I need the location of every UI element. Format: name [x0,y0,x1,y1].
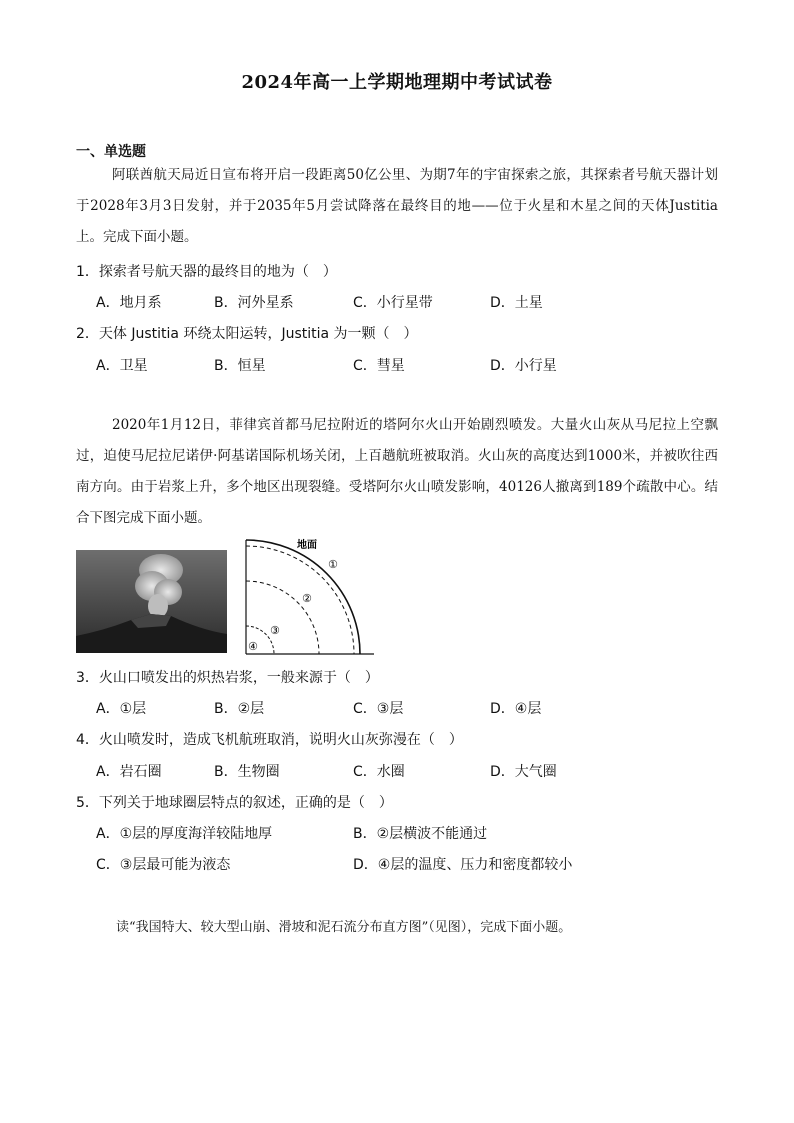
q2-option-c[interactable]: C．彗星 [353,358,405,374]
question-2-stem: 2．天体 Justitia 环绕太阳运转，Justitia 为一颗（ ） [76,326,418,342]
earth-layers-diagram [244,537,376,655]
q3-option-b[interactable]: B．②层 [214,701,265,717]
page-title: 2024年高一上学期地理期中考试试卷 [241,72,553,93]
volcano-photo [76,550,227,653]
q5-option-b[interactable]: B．②层横波不能通过 [353,826,488,842]
layer-1-label: ① [328,558,338,571]
q4-option-b[interactable]: B．生物圈 [214,764,280,780]
layer-4-label: ④ [248,640,258,653]
q2-option-a[interactable]: A．卫星 [96,358,148,374]
q2-option-b[interactable]: B．恒星 [214,358,266,374]
next-section-instruction: 读“我国特大、较大型山崩、滑坡和泥石流分布直方图”（见图），完成下面小题。 [116,920,572,935]
q3-option-a[interactable]: A．①层 [96,701,147,717]
question-1-stem: 1．探索者号航天器的最终目的地为（ ） [76,264,337,280]
layer-2-label: ② [302,592,312,605]
question-5-stem: 5．下列关于地球圈层特点的叙述，正确的是（ ） [76,795,393,811]
layer-3-label: ③ [270,624,280,637]
surface-label: 地面 [297,540,317,551]
q4-option-d[interactable]: D．大气圈 [490,764,557,780]
q2-option-d[interactable]: D．小行星 [490,358,557,374]
q1-option-b[interactable]: B．河外星系 [214,295,294,311]
question-3-stem: 3．火山口喷发出的炽热岩浆，一般来源于（ ） [76,670,379,686]
section-heading: 一、单选题 [76,144,146,160]
q3-option-c[interactable]: C．③层 [353,701,404,717]
q4-option-c[interactable]: C．水圈 [353,764,405,780]
q1-option-c[interactable]: C．小行星带 [353,295,433,311]
passage-1: 阿联酋航天局近日宣布将开启一段距离50亿公里、为期7年的宇宙探索之旅，其探索者号航天器计划于2028年3月3日发射，并于2035年5月尝试降落在最终目的地——位于火星和木星之间的天体Justitia上。完成下面小题。 [76,167,718,245]
q1-option-d[interactable]: D．土星 [490,295,543,311]
question-4-stem: 4．火山喷发时，造成飞机航班取消，说明火山灰弥漫在（ ） [76,732,463,748]
q4-option-a[interactable]: A．岩石圈 [96,764,162,780]
passage-2: 2020年1月12日，菲律宾首都马尼拉附近的塔阿尔火山开始剧烈喷发。大量火山灰从马尼拉上空飘过，迫使马尼拉尼诺伊·阿基诺国际机场关闭，上百趟航班被取消。火山灰的高度达到1000米，并被吹往西南方向。由于岩浆上升，多个地区出现裂缝。受塔阿尔火山喷发影响，40126人撤离到189个疏散中心。结合下图完成下面小题。 [76,417,718,526]
q5-option-a[interactable]: A．①层的厚度海洋较陆地厚 [96,826,273,842]
q5-option-d[interactable]: D．④层的温度、压力和密度都较小 [353,857,573,873]
q5-option-c[interactable]: C．③层最可能为液态 [96,857,231,873]
q1-option-a[interactable]: A．地月系 [96,295,162,311]
q3-option-d[interactable]: D．④层 [490,701,542,717]
